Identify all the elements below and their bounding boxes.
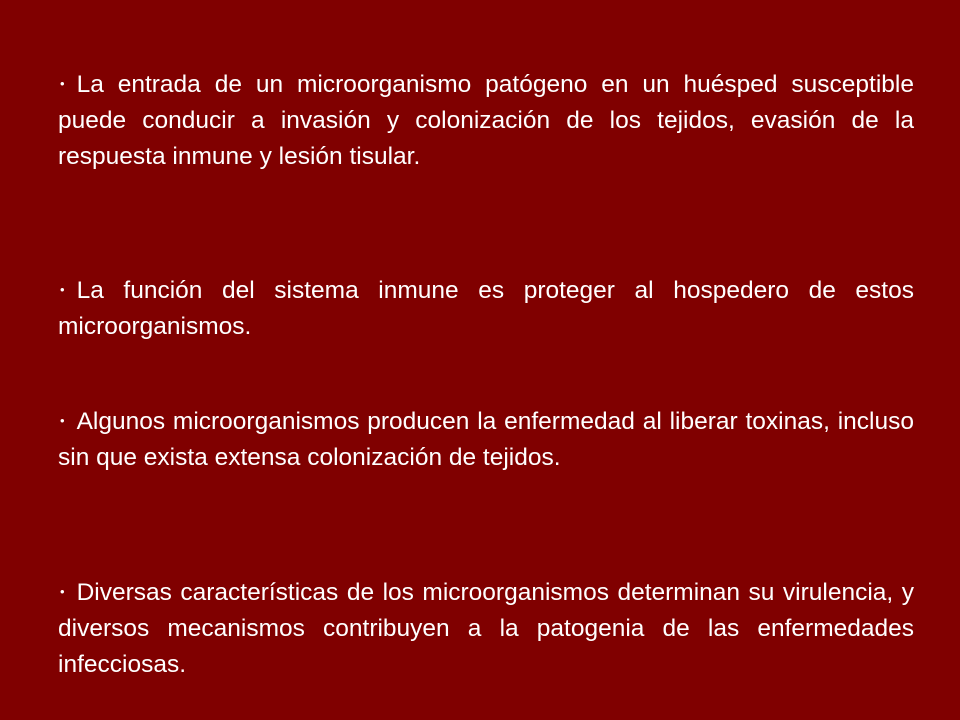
bullet-icon: •: [60, 282, 65, 297]
paragraph-text-4: Diversas características de los microorganismos determinan su virulencia, y diversos mecanismos contribuyen a la patogenia de las enfermedades infecciosas.: [58, 579, 914, 678]
bullet-paragraph-2: [58, 272, 914, 345]
bullet-icon: •: [60, 76, 65, 91]
bullet-paragraph-1: [58, 66, 914, 175]
paragraph-text-2: La función del sistema inmune es proteger al hospedero de estos microorganismos.: [58, 277, 914, 340]
bullet-paragraph-4: [58, 574, 914, 683]
bullet-paragraph-3: [58, 403, 914, 476]
paragraph-text-1: La entrada de un microorganismo patógeno en un huésped susceptible puede conducir a invasión y colonización de los tejidos, evasión de la respuesta inmune y lesión tisular.: [58, 71, 914, 170]
bullet-icon: •: [60, 413, 65, 428]
paragraph-text-3: Algunos microorganismos producen la enfermedad al liberar toxinas, incluso sin que exista extensa colonización de tejidos.: [58, 408, 914, 471]
bullet-icon: •: [60, 584, 65, 599]
